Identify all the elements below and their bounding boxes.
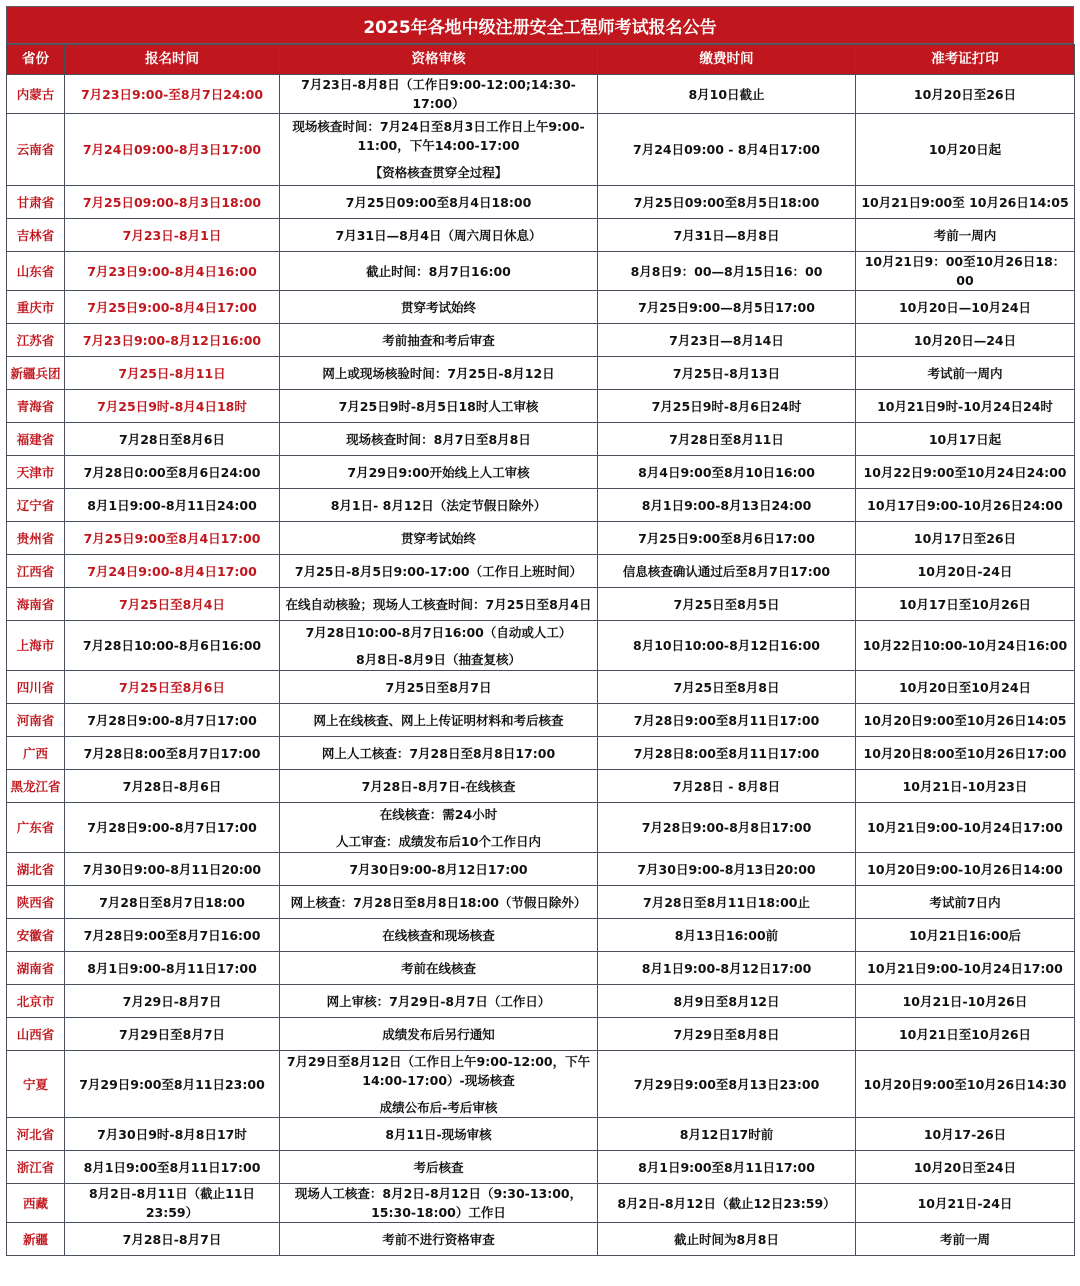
review-line: 现场核查时间：8月7日至8月8日 — [346, 431, 531, 447]
review-line: 截止时间：8月7日16:00 — [366, 263, 511, 279]
ticket-print-cell: 10月20日起 — [856, 114, 1075, 186]
ticket-print-cell: 10月22日9:00至10月24日24:00 — [856, 456, 1075, 489]
ticket-print-cell: 10月21日9:00-10月24日17:00 — [856, 803, 1075, 853]
table-row — [7, 853, 1075, 886]
registration-time-cell: 7月23日9:00-8月12日16:00 — [65, 324, 280, 357]
province-cell: 云南省 — [7, 114, 65, 186]
registration-time-cell: 7月25日9时-8月4日18时 — [65, 390, 280, 423]
header-fee-time: 缴费时间 — [598, 45, 856, 75]
table-row — [7, 291, 1075, 324]
review-line: 人工审查：成绩发布后10个工作日内 — [336, 833, 541, 849]
registration-time-cell: 7月28日9:00至8月7日16:00 — [65, 919, 280, 952]
fee-time-cell: 7月23日—8月14日 — [598, 324, 856, 357]
review-line: 现场人工核查：8月2日-8月12日（9:30-13:00，15:30-18:00）工作日 — [294, 1186, 583, 1220]
header-province: 省份 — [7, 45, 65, 75]
province-cell: 湖北省 — [7, 853, 65, 886]
qualification-review-cell — [280, 219, 598, 252]
qualification-review-cell — [280, 621, 598, 671]
table-row — [7, 456, 1075, 489]
ticket-print-cell: 10月17日至26日 — [856, 522, 1075, 555]
review-line: 7月28日10:00-8月7日16:00（自动或人工） — [305, 624, 572, 640]
qualification-review-cell — [280, 186, 598, 219]
table-row — [7, 114, 1075, 186]
registration-time-cell: 7月29日-8月7日 — [65, 985, 280, 1018]
province-cell: 重庆市 — [7, 291, 65, 324]
qualification-review-cell — [280, 1223, 598, 1256]
ticket-print-cell: 10月20日-24日 — [856, 555, 1075, 588]
qualification-review-cell — [280, 737, 598, 770]
qualification-review-cell — [280, 1151, 598, 1184]
province-cell: 浙江省 — [7, 1151, 65, 1184]
fee-time-cell: 8月1日9:00-8月13日24:00 — [598, 489, 856, 522]
table-row — [7, 737, 1075, 770]
fee-time-cell: 8月8日9：00—8月15日16：00 — [598, 252, 856, 291]
table-row — [7, 704, 1075, 737]
table-row — [7, 1223, 1075, 1256]
ticket-print-cell: 10月17日9:00-10月26日24:00 — [856, 489, 1075, 522]
fee-time-cell: 7月25日9时-8月6日24时 — [598, 390, 856, 423]
province-cell: 黑龙江省 — [7, 770, 65, 803]
province-cell: 江西省 — [7, 555, 65, 588]
registration-time-cell: 7月28日10:00-8月6日16:00 — [65, 621, 280, 671]
review-line: 在线核查：需24小时 — [379, 806, 498, 822]
fee-time-cell: 7月28日至8月11日18:00止 — [598, 886, 856, 919]
review-line: 考后核查 — [413, 1159, 464, 1175]
table-row — [7, 423, 1075, 456]
review-line: 7月29日9:00开始线上人工审核 — [347, 464, 530, 480]
review-line: 【资格核查贯穿全过程】 — [369, 165, 508, 180]
province-cell: 西藏 — [7, 1184, 65, 1223]
fee-time-cell: 7月25日-8月13日 — [598, 357, 856, 390]
registration-time-cell: 7月28日9:00-8月7日17:00 — [65, 704, 280, 737]
fee-time-cell: 截止时间为8月8日 — [598, 1223, 856, 1256]
ticket-print-cell: 10月21日16:00后 — [856, 919, 1075, 952]
registration-time-cell: 8月1日9:00-8月11日24:00 — [65, 489, 280, 522]
ticket-print-cell: 10月20日—10月24日 — [856, 291, 1075, 324]
fee-time-cell: 7月29日至8月8日 — [598, 1018, 856, 1051]
qualification-review-cell — [280, 423, 598, 456]
qualification-review-cell — [280, 390, 598, 423]
table-row — [7, 252, 1075, 291]
registration-time-cell: 8月2日-8月11日（截止11日23:59） — [65, 1184, 280, 1223]
table-row — [7, 952, 1075, 985]
fee-time-cell: 8月2日-8月12日（截止12日23:59） — [598, 1184, 856, 1223]
ticket-print-cell: 考前一周 — [856, 1223, 1075, 1256]
province-cell: 新疆兵团 — [7, 357, 65, 390]
province-cell: 江苏省 — [7, 324, 65, 357]
review-line: 网上人工核查：7月28日至8月8日17:00 — [321, 745, 556, 761]
fee-time-cell: 8月9日至8月12日 — [598, 985, 856, 1018]
fee-time-cell: 8月1日9:00至8月11日17:00 — [598, 1151, 856, 1184]
ticket-print-cell: 10月20日9:00至10月26日14:05 — [856, 704, 1075, 737]
qualification-review-cell — [280, 522, 598, 555]
ticket-print-cell: 考试前一周内 — [856, 357, 1075, 390]
fee-time-cell: 7月30日9:00-8月13日20:00 — [598, 853, 856, 886]
page-title: 2025年各地中级注册安全工程师考试报名公告 — [6, 6, 1074, 44]
ticket-print-cell: 10月21日9:00至 10月26日14:05 — [856, 186, 1075, 219]
review-line: 7月25日09:00至8月4日18:00 — [345, 194, 532, 210]
ticket-print-cell: 10月21日-10月26日 — [856, 985, 1075, 1018]
registration-time-cell: 7月29日至8月7日 — [65, 1018, 280, 1051]
province-cell: 四川省 — [7, 671, 65, 704]
review-line: 网上或现场核验时间：7月25日-8月12日 — [322, 365, 555, 381]
table-row — [7, 671, 1075, 704]
qualification-review-cell — [280, 114, 598, 186]
review-line: 7月25日9时-8月5日18时人工审核 — [338, 398, 539, 414]
province-cell: 辽宁省 — [7, 489, 65, 522]
registration-time-cell: 7月28日至8月6日 — [65, 423, 280, 456]
review-line: 考前抽查和考后审查 — [382, 332, 495, 348]
province-cell: 吉林省 — [7, 219, 65, 252]
header-qualification-review: 资格审核 — [280, 45, 598, 75]
registration-time-cell: 8月1日9:00至8月11日17:00 — [65, 1151, 280, 1184]
registration-time-cell: 7月25日至8月6日 — [65, 671, 280, 704]
fee-time-cell: 7月28日9:00至8月11日17:00 — [598, 704, 856, 737]
table-row — [7, 1018, 1075, 1051]
table-row — [7, 770, 1075, 803]
ticket-print-cell: 10月20日至10月24日 — [856, 671, 1075, 704]
qualification-review-cell — [280, 324, 598, 357]
review-line: 现场核查时间：7月24日至8月3日工作日上午9:00-11:00，下午14:00-17:00 — [292, 119, 585, 153]
table-row — [7, 803, 1075, 853]
registration-time-cell: 7月24日09:00-8月3日17:00 — [65, 114, 280, 186]
review-line: 成绩发布后另行通知 — [382, 1026, 495, 1042]
review-line: 在线核查和现场核查 — [382, 927, 495, 943]
registration-time-cell: 7月30日9:00-8月11日20:00 — [65, 853, 280, 886]
registration-time-cell: 7月23日9:00-至8月7日24:00 — [65, 75, 280, 114]
ticket-print-cell: 10月20日9:00至10月26日14:30 — [856, 1051, 1075, 1118]
header-registration-time: 报名时间 — [65, 45, 280, 75]
fee-time-cell: 7月28日至8月11日 — [598, 423, 856, 456]
registration-time-cell: 7月25日09:00-8月3日18:00 — [65, 186, 280, 219]
registration-time-cell: 7月23日9:00-8月4日16:00 — [65, 252, 280, 291]
qualification-review-cell — [280, 357, 598, 390]
review-line: 8月11日-现场审核 — [385, 1126, 492, 1142]
review-line: 7月25日-8月5日9:00-17:00（工作日上班时间） — [294, 563, 583, 579]
table-row — [7, 1051, 1075, 1118]
qualification-review-cell — [280, 985, 598, 1018]
header-ticket-print: 准考证打印 — [856, 45, 1075, 75]
qualification-review-cell — [280, 952, 598, 985]
fee-time-cell: 7月28日 - 8月8日 — [598, 770, 856, 803]
ticket-print-cell: 10月17日起 — [856, 423, 1075, 456]
qualification-review-cell — [280, 886, 598, 919]
fee-time-cell: 7月24日09:00 - 8月4日17:00 — [598, 114, 856, 186]
qualification-review-cell — [280, 919, 598, 952]
qualification-review-cell — [280, 1118, 598, 1151]
province-cell: 北京市 — [7, 985, 65, 1018]
registration-time-cell: 7月29日9:00至8月11日23:00 — [65, 1051, 280, 1118]
province-cell: 山东省 — [7, 252, 65, 291]
table-row — [7, 390, 1075, 423]
province-cell: 河南省 — [7, 704, 65, 737]
qualification-review-cell — [280, 456, 598, 489]
table-row — [7, 1118, 1075, 1151]
fee-time-cell: 8月1日9:00-8月12日17:00 — [598, 952, 856, 985]
review-line: 贯穿考试始终 — [400, 530, 476, 546]
review-line: 考前在线核查 — [400, 960, 476, 976]
ticket-print-cell: 10月20日8:00至10月26日17:00 — [856, 737, 1075, 770]
registration-time-cell: 7月25日至8月4日 — [65, 588, 280, 621]
qualification-review-cell — [280, 1018, 598, 1051]
review-line: 7月25日至8月7日 — [385, 679, 492, 695]
ticket-print-cell: 10月21日至10月26日 — [856, 1018, 1075, 1051]
province-cell: 福建省 — [7, 423, 65, 456]
ticket-print-cell: 10月20日至26日 — [856, 75, 1075, 114]
review-line: 网上审核：7月29日-8月7日（工作日） — [326, 993, 551, 1009]
table-row — [7, 985, 1075, 1018]
ticket-print-cell: 10月20日9:00-10月26日14:00 — [856, 853, 1075, 886]
fee-time-cell: 8月4日9:00至8月10日16:00 — [598, 456, 856, 489]
table-row — [7, 522, 1075, 555]
review-line: 7月31日—8月4日（周六周日休息） — [335, 227, 542, 243]
announcement-sheet — [6, 6, 1074, 1256]
qualification-review-cell — [280, 75, 598, 114]
province-cell: 安徽省 — [7, 919, 65, 952]
review-line: 在线自动核验；现场人工核查时间：7月25日至8月4日 — [285, 596, 592, 612]
registration-time-cell: 7月28日8:00至8月7日17:00 — [65, 737, 280, 770]
fee-time-cell: 8月10日截止 — [598, 75, 856, 114]
table-row — [7, 357, 1075, 390]
review-line: 成绩公布后-考后审核 — [379, 1099, 498, 1115]
qualification-review-cell — [280, 1051, 598, 1118]
registration-time-cell: 8月1日9:00-8月11日17:00 — [65, 952, 280, 985]
qualification-review-cell — [280, 671, 598, 704]
registration-time-cell: 7月28日-8月6日 — [65, 770, 280, 803]
qualification-review-cell — [280, 1184, 598, 1223]
table-row — [7, 324, 1075, 357]
table-row — [7, 1184, 1075, 1223]
province-cell: 山西省 — [7, 1018, 65, 1051]
registration-time-cell: 7月25日9:00至8月4日17:00 — [65, 522, 280, 555]
qualification-review-cell — [280, 588, 598, 621]
province-cell: 广东省 — [7, 803, 65, 853]
registration-time-cell: 7月24日9:00-8月4日17:00 — [65, 555, 280, 588]
review-line: 7月29日至8月12日（工作日上午9:00-12:00，下午14:00-17:00）-现场核查 — [286, 1053, 591, 1088]
review-line: 7月28日-8月7日-在线核查 — [361, 778, 516, 794]
province-cell: 海南省 — [7, 588, 65, 621]
ticket-print-cell: 考试前7日内 — [856, 886, 1075, 919]
province-cell: 湖南省 — [7, 952, 65, 985]
fee-time-cell: 8月12日17时前 — [598, 1118, 856, 1151]
registration-time-cell: 7月28日9:00-8月7日17:00 — [65, 803, 280, 853]
review-line: 网上核查：7月28日至8月8日18:00（节假日除外） — [290, 894, 587, 910]
qualification-review-cell — [280, 252, 598, 291]
table-row — [7, 186, 1075, 219]
qualification-review-cell — [280, 770, 598, 803]
table-row — [7, 886, 1075, 919]
registration-time-cell: 7月28日0:00至8月6日24:00 — [65, 456, 280, 489]
fee-time-cell: 7月28日9:00-8月8日17:00 — [598, 803, 856, 853]
review-line: 贯穿考试始终 — [400, 299, 476, 315]
registration-time-cell: 7月25日-8月11日 — [65, 357, 280, 390]
province-cell: 天津市 — [7, 456, 65, 489]
ticket-print-cell: 10月21日-10月23日 — [856, 770, 1075, 803]
review-line: 7月23日-8月8日（工作日9:00-12:00;14:30-17:00） — [301, 77, 576, 111]
ticket-print-cell: 10月20日—24日 — [856, 324, 1075, 357]
table-row — [7, 1151, 1075, 1184]
ticket-print-cell: 10月21日9：00至10月26日18：00 — [856, 252, 1075, 291]
fee-time-cell: 7月28日8:00至8月11日17:00 — [598, 737, 856, 770]
fee-time-cell: 7月25日至8月5日 — [598, 588, 856, 621]
ticket-print-cell: 10月21日-24日 — [856, 1184, 1075, 1223]
qualification-review-cell — [280, 291, 598, 324]
table-row — [7, 588, 1075, 621]
province-cell: 宁夏 — [7, 1051, 65, 1118]
review-line: 网上在线核查、网上上传证明材料和考后核查 — [313, 712, 564, 728]
fee-time-cell: 8月10日10:00-8月12日16:00 — [598, 621, 856, 671]
fee-time-cell: 7月29日9:00至8月13日23:00 — [598, 1051, 856, 1118]
table-row — [7, 621, 1075, 671]
province-cell: 上海市 — [7, 621, 65, 671]
province-cell: 陕西省 — [7, 886, 65, 919]
province-cell: 新疆 — [7, 1223, 65, 1256]
registration-time-cell: 7月23日-8月1日 — [65, 219, 280, 252]
qualification-review-cell — [280, 853, 598, 886]
ticket-print-cell: 10月21日9:00-10月24日17:00 — [856, 952, 1075, 985]
province-cell: 内蒙古 — [7, 75, 65, 114]
fee-time-cell: 7月25日9:00至8月6日17:00 — [598, 522, 856, 555]
qualification-review-cell — [280, 555, 598, 588]
fee-time-cell: 7月25日9:00—8月5日17:00 — [598, 291, 856, 324]
review-line: 8月8日-8月9日（抽查复核） — [356, 651, 521, 667]
fee-time-cell: 7月25日09:00至8月5日18:00 — [598, 186, 856, 219]
table-header-row — [7, 45, 1075, 75]
ticket-print-cell: 10月21日9时-10月24日24时 — [856, 390, 1075, 423]
table-row — [7, 919, 1075, 952]
table-row — [7, 75, 1075, 114]
province-cell: 青海省 — [7, 390, 65, 423]
schedule-table — [6, 44, 1075, 1256]
qualification-review-cell — [280, 704, 598, 737]
table-row — [7, 219, 1075, 252]
province-cell: 广西 — [7, 737, 65, 770]
fee-time-cell: 信息核查确认通过后至8月7日17:00 — [598, 555, 856, 588]
ticket-print-cell: 10月20日至24日 — [856, 1151, 1075, 1184]
ticket-print-cell: 考前一周内 — [856, 219, 1075, 252]
registration-time-cell: 7月28日-8月7日 — [65, 1223, 280, 1256]
review-line: 考前不进行资格审查 — [382, 1231, 495, 1247]
registration-time-cell: 7月25日9:00-8月4日17:00 — [65, 291, 280, 324]
fee-time-cell: 7月31日—8月8日 — [598, 219, 856, 252]
review-line: 8月1日- 8月12日（法定节假日除外） — [330, 497, 547, 513]
ticket-print-cell: 10月17日至10月26日 — [856, 588, 1075, 621]
table-row — [7, 555, 1075, 588]
province-cell: 贵州省 — [7, 522, 65, 555]
registration-time-cell: 7月30日9时-8月8日17时 — [65, 1118, 280, 1151]
qualification-review-cell — [280, 803, 598, 853]
table-row — [7, 489, 1075, 522]
fee-time-cell: 7月25日至8月8日 — [598, 671, 856, 704]
fee-time-cell: 8月13日16:00前 — [598, 919, 856, 952]
qualification-review-cell — [280, 489, 598, 522]
registration-time-cell: 7月28日至8月7日18:00 — [65, 886, 280, 919]
province-cell: 河北省 — [7, 1118, 65, 1151]
ticket-print-cell: 10月17-26日 — [856, 1118, 1075, 1151]
province-cell: 甘肃省 — [7, 186, 65, 219]
review-line: 7月30日9:00-8月12日17:00 — [349, 861, 528, 877]
ticket-print-cell: 10月22日10:00-10月24日16:00 — [856, 621, 1075, 671]
